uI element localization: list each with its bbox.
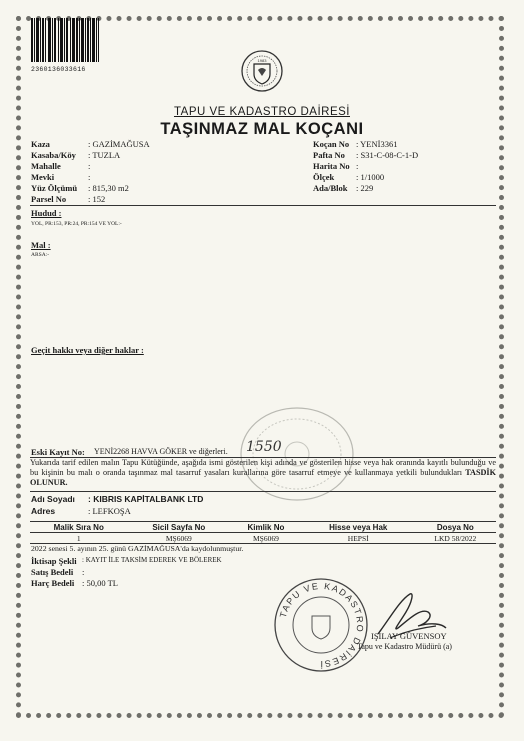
mal-label: Mal :: [31, 240, 51, 250]
divider: [30, 205, 496, 206]
owner-address-label: Adres: [31, 506, 56, 516]
handwritten-number: 1550: [246, 439, 282, 455]
cell-hisse: HEPSİ: [302, 533, 415, 544]
signatory-title: Tapu ve Kadastro Müdürü (a): [357, 642, 452, 651]
field-label-pafta: Pafta No: [313, 150, 345, 160]
gecit-label: Geçit hakkı veya diğer haklar :: [31, 345, 144, 355]
field-label-yuzolcumu: Yüz Ölçümü: [31, 183, 78, 193]
registration-text: 2022 senesi 5. ayının 25. günü GAZİMAĞUSA'da kaydolunmuştur.: [31, 544, 244, 553]
official-round-stamp: [272, 576, 370, 674]
header-kimlik: Kimlik No: [230, 522, 302, 533]
field-value-ada: : 229: [356, 183, 374, 193]
stamp-text: TAPU VE KADASTRO DAİRESİ: [277, 580, 366, 670]
field-label-ada: Ada/Blok: [313, 183, 348, 193]
owner-name-value: : KIBRIS KAPİTALBANK LTD: [88, 494, 204, 504]
document-title: TAŞINMAZ MAL KOÇANI: [160, 120, 364, 138]
header-hisse: Hisse veya Hak: [302, 522, 415, 533]
field-value-kasaba: : TUZLA: [88, 150, 121, 160]
footer-label-iktisap: İktisap Şekli: [31, 556, 77, 566]
footer-label-harc: Harç Bedeli: [31, 578, 75, 588]
svg-text:1983: 1983: [257, 58, 267, 63]
cell-malik-sira: 1: [30, 533, 127, 544]
field-label-mevki: Mevki: [31, 172, 55, 182]
department-heading: TAPU VE KADASTRO DAİRESİ: [173, 106, 350, 118]
footer-value-harc: : 50,00 TL: [82, 578, 118, 588]
mal-value: ARSA:-: [31, 252, 50, 258]
field-value-kocan: : YENİ3361: [356, 139, 398, 149]
confirmation-paragraph: [30, 458, 496, 488]
field-value-olcek: : 1/1000: [356, 172, 385, 182]
field-label-olcek: Ölçek: [313, 172, 335, 182]
owner-name-label: Adı Soyadı: [31, 494, 75, 504]
barcode: [31, 18, 99, 62]
field-value-yuzolcumu: : 815,30 m2: [88, 183, 129, 193]
field-label-parsel: Parsel No: [31, 194, 67, 204]
field-label-kaza: Kaza: [31, 139, 50, 149]
eski-kayit-label: Eski Kayıt No:: [31, 447, 85, 457]
footer-value-iktisap: : KAYIT İLE TAKSİM EDEREK VE BÖLEREK: [82, 556, 222, 564]
confirmation-text: Yukarıda tarif edilen malın Tapu Kütüğünde, aşağıda ismi gösterilen kişi adında ve gösterilen hisse veya hak oranında kayıtlı bulunduğu ve bu kişinin bu malı o oranda taşınmaz mal tasarruf yasaları kurallarına göre tasarruf etmeye ve kullanmaya yetkili bulundukları: [30, 458, 496, 477]
field-value-mevki: :: [88, 172, 91, 182]
coat-of-arms-emblem: [239, 48, 285, 94]
barcode-number: 2360136033616: [31, 66, 86, 73]
field-label-mahalle: Mahalle: [31, 161, 61, 171]
ownership-table: [30, 521, 496, 544]
field-value-kaza: : GAZİMAĞUSA: [88, 139, 150, 149]
footer-value-satis: :: [82, 567, 85, 577]
field-label-kocan: Koçan No: [313, 139, 350, 149]
cell-dosya: LKD 58/2022: [415, 533, 496, 544]
field-value-pafta: : S31-C-08-C-1-D: [356, 150, 419, 160]
owner-address-value: : LEFKOŞA: [88, 506, 131, 516]
hudud-value: YOL, PR:153, PR:24, PR:154 VE YOL:-: [31, 221, 122, 227]
divider: [30, 491, 496, 492]
svg-text:TAPU VE KADASTRO DAİRESİ: [278, 581, 365, 669]
field-label-harita: Harita No: [313, 161, 350, 171]
hudud-label: Hudud :: [31, 208, 62, 218]
eski-kayit-value: YENİ2268 HAVVA GÖKER ve diğerleri.: [94, 447, 228, 456]
table-header-row: [30, 522, 496, 533]
footer-label-satis: Satış Bedeli: [31, 567, 74, 577]
table-row: [30, 533, 496, 544]
header-sicil-sayfa: Sicil Sayfa No: [127, 522, 230, 533]
cell-kimlik: MŞ6069: [230, 533, 302, 544]
field-value-parsel: : 152: [88, 194, 106, 204]
field-value-mahalle: :: [88, 161, 91, 171]
cell-sicil-sayfa: MŞ6069: [127, 533, 230, 544]
field-label-kasaba: Kasaba/Köy: [31, 150, 76, 160]
header-malik-sira: Malik Sıra No: [30, 522, 127, 533]
field-value-harita: :: [356, 161, 359, 171]
header-dosya: Dosya No: [415, 522, 496, 533]
confirmation-bold: TASDİK OLUNUR.: [30, 468, 496, 487]
signatory-name: IŞILAY GÜVENSOY: [371, 631, 447, 641]
